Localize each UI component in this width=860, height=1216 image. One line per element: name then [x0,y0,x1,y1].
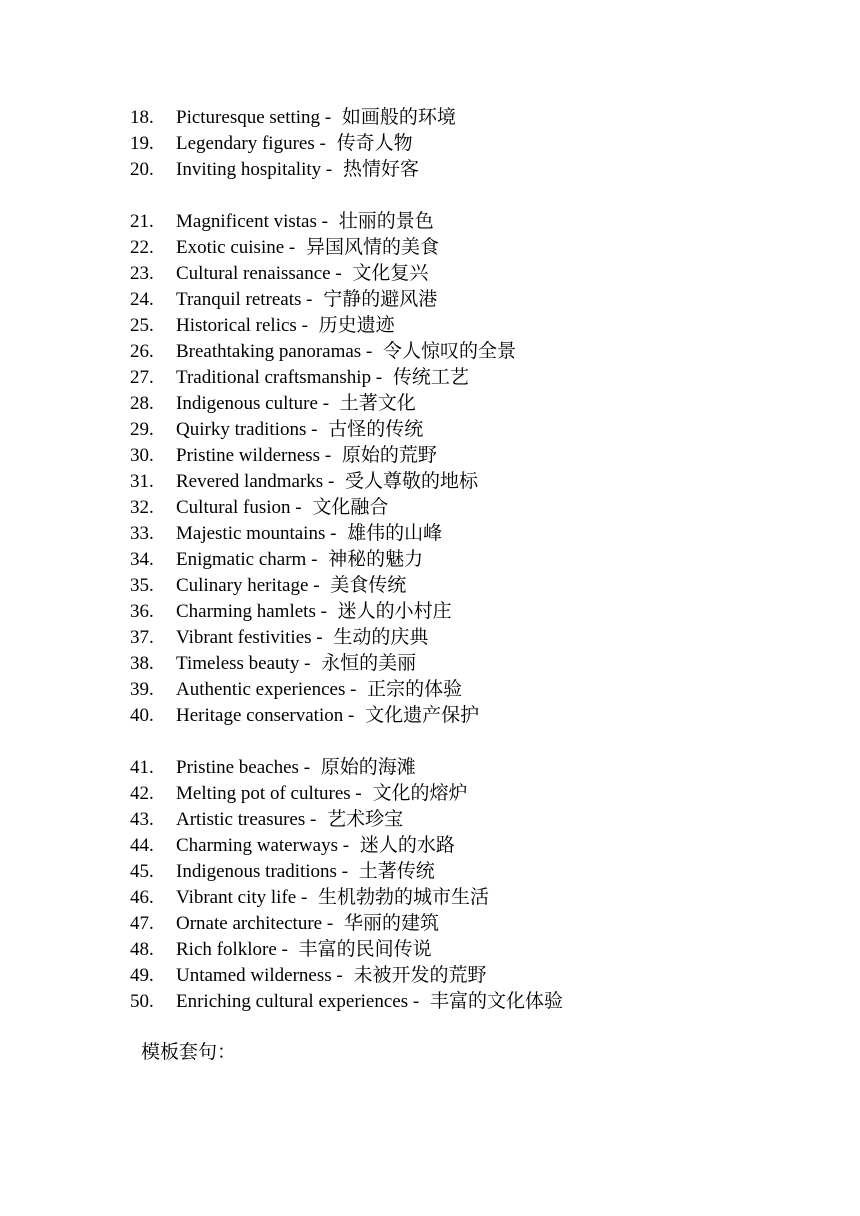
list-item [0,625,860,651]
list-item-term [176,391,416,417]
list-item [0,131,860,157]
list-item-term [176,157,419,183]
chinese-translation: 生动的庆典 [333,627,429,648]
list-item-number: 39. [130,679,154,700]
chinese-translation: 文化融合 [312,497,389,518]
list-item-number: 28. [130,393,154,414]
phrase-separator: - [296,887,313,908]
english-phrase: Culinary heritage [176,575,309,596]
english-phrase: Charming waterways [176,835,338,856]
list-item-number: 38. [130,653,154,674]
english-phrase: Majestic mountains [176,523,326,544]
list-item-number: 33. [130,523,154,544]
list-item-number: 22. [130,237,154,258]
english-phrase: Melting pot of cultures [176,783,351,804]
list-item-number: 18. [130,107,154,128]
list-item-number: 24. [130,289,154,310]
phrase-separator: - [331,965,348,986]
chinese-translation: 文化的熔炉 [372,783,468,804]
chinese-translation: 文化遗产保护 [365,705,480,726]
chinese-translation: 迷人的小村庄 [337,601,452,622]
list-item [0,521,860,547]
chinese-translation: 艺术珍宝 [327,809,404,830]
list-item-term [176,755,416,781]
phrase-separator: - [320,445,336,466]
list-item [0,209,860,235]
list-item [0,651,860,677]
chinese-translation: 土著传统 [358,861,435,882]
list-item-number: 19. [130,133,154,154]
chinese-translation: 正宗的体验 [367,679,463,700]
list-item [0,703,860,729]
phrase-separator: - [305,809,322,830]
list-item-number: 20. [130,159,154,180]
phrase-separator: - [371,367,387,388]
list-item [0,287,860,313]
chinese-translation: 丰富的民间传说 [298,939,432,960]
english-phrase: Heritage conservation [176,705,344,726]
chinese-translation: 美食传统 [330,575,407,596]
list-item-term [176,313,395,339]
list-item-term [176,573,406,599]
chinese-translation: 传统工艺 [392,367,469,388]
list-item [0,781,860,807]
english-phrase: Magnificent vistas [176,211,317,232]
list-item-term [176,495,388,521]
english-phrase: Pristine beaches [176,757,299,778]
phrase-separator: - [306,549,323,570]
english-phrase: Tranquil retreats [176,289,302,310]
phrase-separator: - [350,783,367,804]
list-item-term [176,599,452,625]
list-item-term [176,703,479,729]
english-phrase: Charming hamlets [176,601,316,622]
list-item-number: 34. [130,549,154,570]
list-item-number: 48. [130,939,154,960]
chinese-translation: 古怪的传统 [328,419,424,440]
english-phrase: Inviting hospitality [176,159,322,180]
list-item [0,495,860,521]
list-item [0,157,860,183]
phrase-separator: - [322,913,338,934]
list-item-term [176,469,478,495]
list-item-number: 41. [130,757,154,778]
list-item-number: 43. [130,809,154,830]
phrase-separator: - [320,107,336,128]
chinese-translation: 传奇人物 [336,133,413,154]
phrase-separator: - [317,393,334,414]
english-phrase: Cultural fusion [176,497,291,518]
list-item-term [176,417,423,443]
list-item-term [176,443,437,469]
list-item-number: 44. [130,835,154,856]
english-phrase: Enriching cultural experiences [176,991,409,1012]
list-item-term [176,807,403,833]
list-item [0,755,860,781]
list-item [0,417,860,443]
template-sentences-heading: 模板套句： [141,1042,237,1063]
chinese-translation: 壮丽的景色 [338,211,434,232]
list-item-number: 27. [130,367,154,388]
chinese-translation: 令人惊叹的全景 [383,341,517,362]
list-item-number: 40. [130,705,154,726]
list-item [0,937,860,963]
list-item-term [176,235,439,261]
phrase-separator: - [336,861,353,882]
phrase-separator: - [315,601,332,622]
vocab-list-group [0,105,860,183]
phrase-separator: - [296,315,313,336]
list-item-number: 46. [130,887,154,908]
phrase-separator: - [316,211,333,232]
list-item-term [176,937,432,963]
list-item [0,443,860,469]
phrase-separator: - [298,757,315,778]
chinese-translation: 受人尊敬的地标 [345,471,479,492]
chinese-translation: 生机勃勃的城市生活 [318,887,490,908]
list-item-term [176,911,439,937]
list-item-number: 50. [130,991,154,1012]
vocab-list-group [0,209,860,729]
phrase-separator: - [321,159,337,180]
phrase-separator: - [408,991,424,1012]
phrase-separator: - [276,939,293,960]
phrase-separator: - [311,627,328,648]
list-item-term [176,261,428,287]
english-phrase: Historical relics [176,315,297,336]
english-phrase: Artistic treasures [176,809,306,830]
list-item-term [176,781,468,807]
english-phrase: Pristine wilderness [176,445,321,466]
list-item-term [176,989,563,1015]
list-item-term [176,521,442,547]
list-item [0,599,860,625]
list-item-term [176,833,455,859]
list-item-number: 25. [130,315,154,336]
phrase-separator: - [325,523,342,544]
list-item-number: 37. [130,627,154,648]
list-item-number: 26. [130,341,154,362]
english-phrase: Revered landmarks [176,471,324,492]
list-item-term [176,105,456,131]
phrase-separator: - [290,497,307,518]
list-item [0,469,860,495]
chinese-translation: 神秘的魅力 [328,549,424,570]
list-item-term [176,547,423,573]
list-item-term [176,859,435,885]
list-item-term [176,651,416,677]
list-item-term [176,885,489,911]
english-phrase: Rich folklore [176,939,277,960]
list-item-term [176,963,487,989]
english-phrase: Timeless beauty [176,653,300,674]
chinese-translation: 文化复兴 [352,263,429,284]
list-item-term [176,209,434,235]
vocab-list-group [0,755,860,1015]
phrase-separator: - [345,679,362,700]
list-item-number: 21. [130,211,154,232]
list-item-number: 45. [130,861,154,882]
english-phrase: Indigenous traditions [176,861,337,882]
list-item-number: 36. [130,601,154,622]
chinese-translation: 热情好客 [342,159,419,180]
list-item [0,313,860,339]
chinese-translation: 迷人的水路 [359,835,455,856]
chinese-translation: 如画般的环境 [341,107,456,128]
english-phrase: Vibrant city life [176,887,297,908]
english-phrase: Legendary figures [176,133,315,154]
phrase-separator: - [299,653,316,674]
list-item [0,859,860,885]
chinese-translation: 宁静的避风港 [323,289,438,310]
phrase-separator: - [343,705,360,726]
english-phrase: Vibrant festivities [176,627,312,648]
english-phrase: Exotic cuisine [176,237,285,258]
chinese-translation: 异国风情的美食 [306,237,440,258]
list-item [0,989,860,1015]
list-item-number: 31. [130,471,154,492]
chinese-translation: 丰富的文化体验 [429,991,563,1012]
phrase-separator: - [337,835,354,856]
phrase-separator: - [284,237,300,258]
english-phrase: Ornate architecture [176,913,323,934]
list-item [0,885,860,911]
english-phrase: Cultural renaissance [176,263,331,284]
english-phrase: Enigmatic charm [176,549,307,570]
list-item-number: 49. [130,965,154,986]
list-item-number: 30. [130,445,154,466]
list-item [0,391,860,417]
list-item-term [176,625,428,651]
list-item-number: 23. [130,263,154,284]
phrase-separator: - [323,471,340,492]
english-phrase: Authentic experiences [176,679,346,700]
list-item-term [176,287,437,313]
phrase-separator: - [330,263,347,284]
list-item-term [176,365,469,391]
list-item [0,677,860,703]
chinese-translation: 未被开发的荒野 [353,965,487,986]
list-item-number: 35. [130,575,154,596]
chinese-translation: 土著文化 [339,393,416,414]
list-item-number: 42. [130,783,154,804]
english-phrase: Quirky traditions [176,419,307,440]
list-item-term [176,677,462,703]
english-phrase: Breathtaking panoramas [176,341,362,362]
chinese-translation: 雄伟的山峰 [347,523,443,544]
list-item [0,365,860,391]
list-item-term [176,339,516,365]
phrase-separator: - [361,341,378,362]
chinese-translation: 历史遗迹 [318,315,395,336]
english-phrase: Untamed wilderness [176,965,332,986]
list-item-number: 32. [130,497,154,518]
english-phrase: Traditional craftsmanship [176,367,372,388]
list-item [0,105,860,131]
english-phrase: Picturesque setting [176,107,321,128]
list-item [0,911,860,937]
list-item [0,807,860,833]
chinese-translation: 永恒的美丽 [321,653,417,674]
phrase-separator: - [306,419,323,440]
list-item [0,963,860,989]
list-item-number: 47. [130,913,154,934]
list-item-number: 29. [130,419,154,440]
list-item [0,573,860,599]
english-phrase: Indigenous culture [176,393,318,414]
chinese-translation: 华丽的建筑 [343,913,439,934]
list-item [0,833,860,859]
list-item [0,235,860,261]
phrase-separator: - [314,133,331,154]
list-item [0,339,860,365]
list-item [0,261,860,287]
phrase-separator: - [301,289,318,310]
chinese-translation: 原始的荒野 [341,445,437,466]
list-item-term [176,131,413,157]
chinese-translation: 原始的海滩 [320,757,416,778]
phrase-separator: - [308,575,325,596]
list-item [0,547,860,573]
